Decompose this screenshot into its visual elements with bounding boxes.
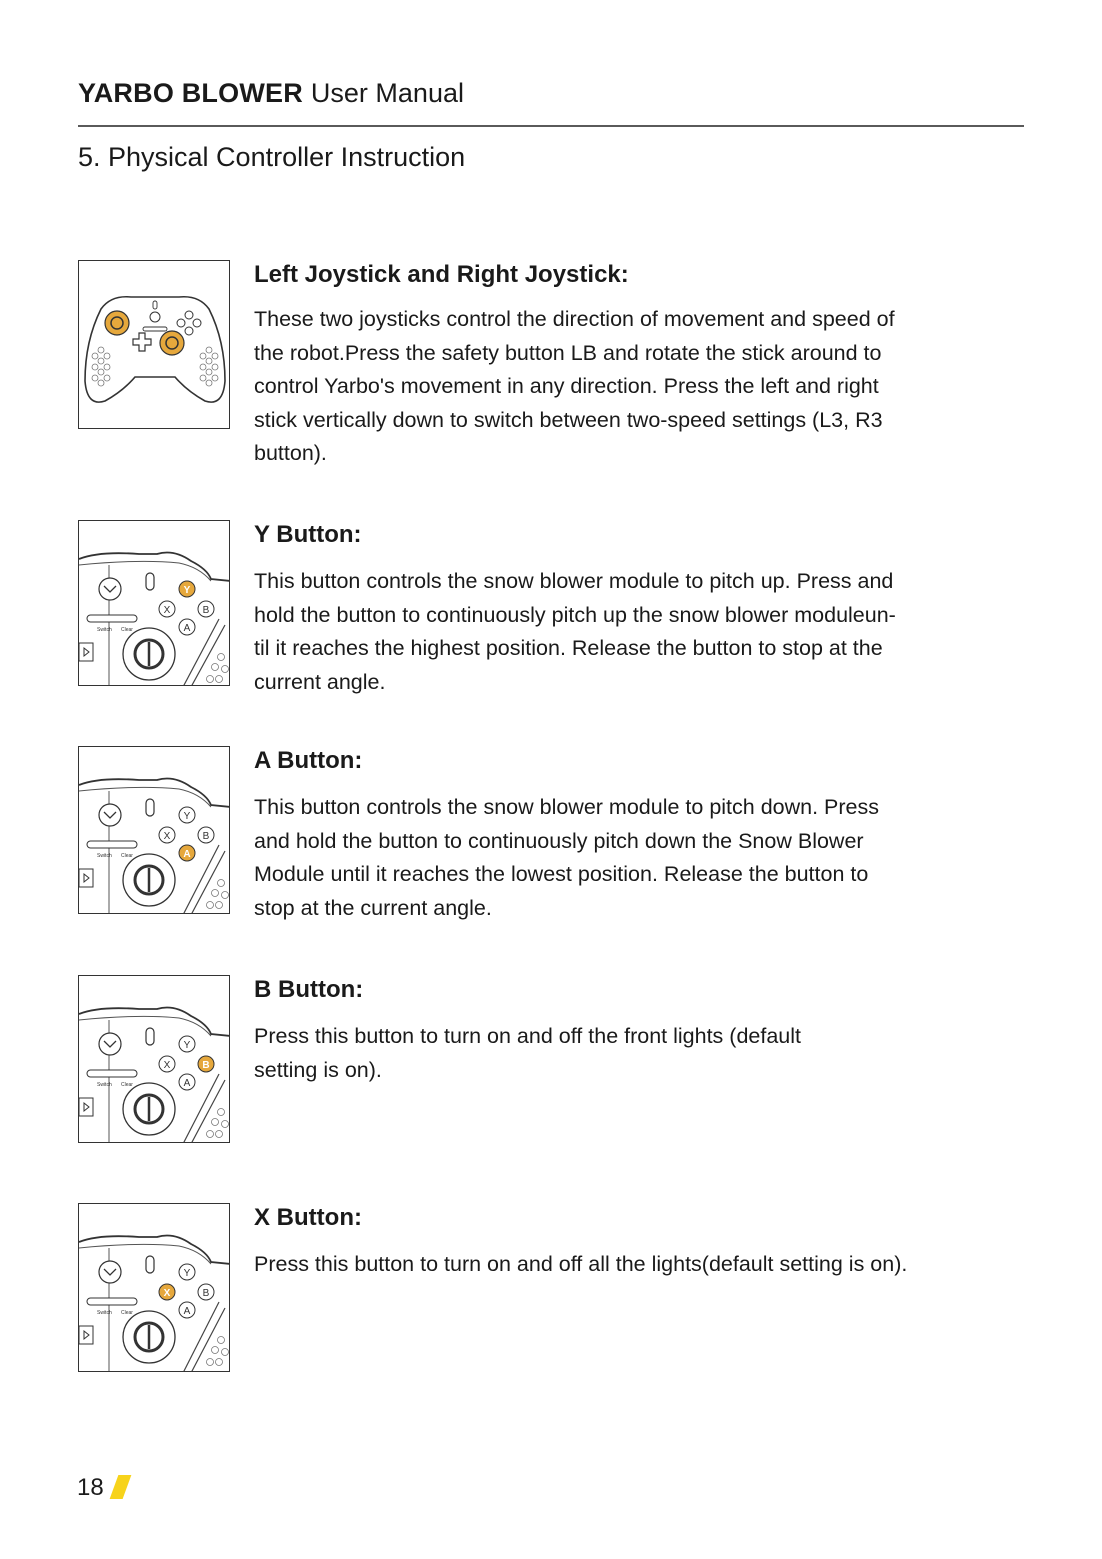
b-face-label: B xyxy=(202,831,210,842)
description-line: Press this button to turn on and off the front lights (default xyxy=(254,1024,801,1048)
description-line: button). xyxy=(254,441,327,465)
description-line: setting is on). xyxy=(254,1057,382,1082)
controller-y-button-highlighted-icon xyxy=(78,520,230,686)
controller-x-button-highlighted-icon xyxy=(78,1203,230,1372)
description-line: stick vertically down to switch between two-speed settings (L3, R3 xyxy=(254,407,883,432)
x-face-label: X xyxy=(163,1060,171,1071)
controller-b-button-highlighted-icon xyxy=(78,975,230,1143)
description-line: current angle. xyxy=(254,669,386,694)
b-face-label: B xyxy=(202,605,210,616)
description-line: control Yarbo's movement in any direction. Press the left and right xyxy=(254,374,879,398)
description-line: These two joysticks control the direction of movement and speed of xyxy=(254,307,895,331)
description-line: This button controls the snow blower module to pitch down. Press xyxy=(254,795,880,819)
description-line: and hold the button to continuously pitch down the Snow Blower xyxy=(254,828,864,853)
clear-label: Clear xyxy=(121,853,133,859)
item-description xyxy=(254,791,1034,925)
brand-name: YARBO BLOWER xyxy=(78,78,303,108)
y-face-label: Y xyxy=(183,585,191,596)
description-line: Module until it reaches the lowest position. Release the button to xyxy=(254,862,869,886)
a-face-label: A xyxy=(183,1078,191,1089)
controller-front-joysticks-highlighted-icon xyxy=(78,260,230,429)
switch-label: Switch xyxy=(97,1310,112,1316)
item-description xyxy=(254,1248,1034,1282)
item-heading: X Button: xyxy=(254,1204,362,1231)
item-heading: B Button: xyxy=(254,976,364,1003)
a-face-label: A xyxy=(183,623,191,634)
clear-label: Clear xyxy=(121,1082,133,1088)
description-line: This button controls the snow blower module to pitch up. Press and xyxy=(254,569,894,593)
switch-label: Switch xyxy=(97,853,112,859)
b-face-label: B xyxy=(202,1288,210,1299)
b-face-label: B xyxy=(202,1060,210,1071)
item-heading: Y Button: xyxy=(254,521,362,548)
switch-label: Switch xyxy=(97,1082,112,1088)
x-face-label: X xyxy=(163,605,171,616)
description-line: hold the button to continuously pitch up the snow blower moduleun- xyxy=(254,602,896,627)
item-heading: Left Joystick and Right Joystick: xyxy=(254,261,629,288)
x-face-label: X xyxy=(163,831,171,842)
y-face-label: Y xyxy=(183,1268,191,1279)
y-face-label: Y xyxy=(183,811,191,822)
controller-a-button-highlighted-icon xyxy=(78,746,230,914)
item-description xyxy=(254,303,1034,471)
item-description xyxy=(254,1020,1034,1087)
x-face-label: X xyxy=(163,1288,171,1299)
a-face-label: A xyxy=(183,1306,191,1317)
description-line: til it reaches the highest position. Release the button to stop at the xyxy=(254,636,883,660)
yellow-slash-mark xyxy=(109,1475,131,1499)
document-type: User Manual xyxy=(310,78,464,108)
page-number: 18 xyxy=(77,1474,104,1501)
description-line: stop at the current angle. xyxy=(254,895,492,920)
description-line: Press this button to turn on and off all the lights(default setting is on). xyxy=(254,1252,908,1276)
clear-label: Clear xyxy=(121,627,133,633)
item-description xyxy=(254,565,1034,699)
description-line: the robot.Press the safety button LB and rotate the stick around to xyxy=(254,340,882,365)
page-header xyxy=(78,78,464,109)
header-divider xyxy=(78,125,1024,127)
page-footer xyxy=(77,1474,127,1502)
a-face-label: A xyxy=(183,849,191,860)
y-face-label: Y xyxy=(183,1040,191,1051)
switch-label: Switch xyxy=(97,627,112,633)
section-title: 5. Physical Controller Instruction xyxy=(78,142,466,172)
clear-label: Clear xyxy=(121,1310,133,1316)
item-heading: A Button: xyxy=(254,747,363,774)
